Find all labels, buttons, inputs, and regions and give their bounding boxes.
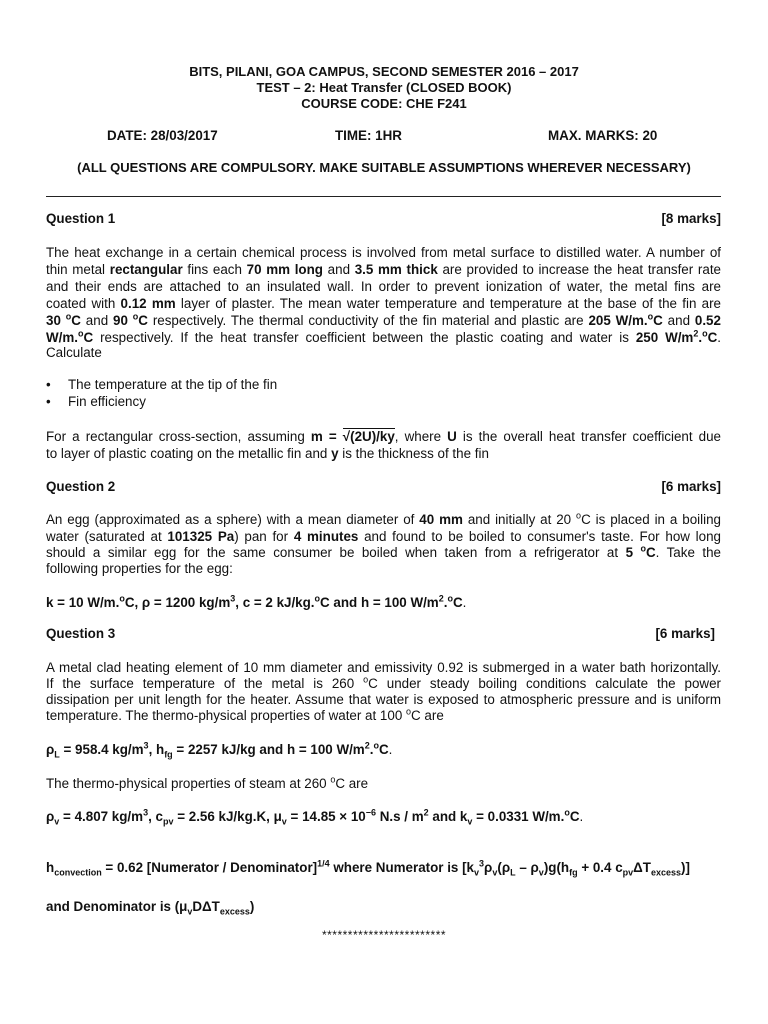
institution-line: BITS, PILANI, GOA CAMPUS, SECOND SEMESTER 2016 – 2017	[189, 64, 579, 79]
question-1-bullet: • The temperature at the tip of the fin	[46, 377, 278, 392]
exam-time: TIME: 1HR	[335, 128, 402, 143]
steam-properties: $\rho_v = 4.807$ $kg/m^3$, $c_{pv} = 2.56$ kJ/kg.K, $\mu_v = 14.85 \times 10^{-6}$ $N.s / m^2$ and $k_v = 0.0331$ W/m.$^o$C.	[46, 807, 584, 827]
convection-formula: $h_{convection} = 0.62$ [Numerator / Denominator]$^{1/4}$ where Numerator is [$k_v^3\rho_v(\rho_L - \rho_v)g(h_{fg} + 0.4$ $c_{pv}\Delta T_{excess}$)]	[46, 858, 690, 878]
water-properties: $\rho_L = 958.4$ $kg/m^3$, $h_{fg} = 2257$ kJ/kg and h = 100 $W/m^2.^oC$.	[46, 740, 393, 760]
question-2-title: Question 2	[46, 479, 116, 494]
divider	[46, 196, 721, 197]
test-title: TEST – 2: Heat Transfer (CLOSED BOOK)	[256, 80, 512, 95]
steam-intro: The thermo-physical properties of steam at 260 $^o$C are	[46, 774, 369, 791]
instructions: (ALL QUESTIONS ARE COMPULSORY. MAKE SUITABLE ASSUMPTIONS WHEREVER NECESSARY)	[77, 160, 691, 175]
question-3-marks: [6 marks]	[655, 626, 715, 641]
question-2-marks: [6 marks]	[661, 479, 721, 494]
denominator-formula: and Denominator is $(\mu_vD\Delta T_{excess})$	[46, 899, 255, 917]
exam-date: DATE: 28/03/2017	[107, 128, 218, 143]
question-2-heading	[46, 479, 721, 494]
course-code: COURSE CODE: CHE F241	[301, 96, 467, 111]
question-1-marks: [8 marks]	[661, 211, 721, 226]
egg-properties: k = 10 W/m.$^o$C, ρ = 1200 $kg/m^3$, c = 2 kJ/kg.$^o$C and h = 100 $W/m^2.^oC$.	[46, 593, 467, 610]
question-3-heading	[46, 626, 715, 641]
exam-page: BITS, PILANI, GOA CAMPUS, SECOND SEMESTER 2016 – 2017 TEST – 2: Heat Transfer (CLOSED BOOK) COURSE CODE: CHE F241 DATE: 28/03/2017 TIME: 1HR MAX. MARKS: 20 (ALL QUESTIONS ARE COMPULSORY. MAKE SUITABLE ASSUMPTIONS WHEREVER NECESSARY) Question 1 [8 marks] The heat exchange in a certain chemical process is involved from metal surface to distilled water. A number of thin metal rectangular fins each 70 mm long and 3.5 mm thick are provided to increase the heat transfer rate and their ends are attached to an insulated wall. In order to prevent ionization of water, the metal fins are coated with 0.12 mm layer of plaster. The mean water temperature and temperature at the base of the fin are 30 $^o$C and 90 $^o$C respectively. The thermal conductivity of the fin material and plastic are 205 W/m.$^o$C and 0.52 W/m.$^o$C respectively. If the heat transfer coefficient between the plastic coating and water is 250 $W/m^2.^oC$. Calculate • The temperature at the tip of the fin • Fin efficiency For a rectangular cross-section, assuming m = √(2U)/ky, where U is the overall heat transfer coefficient due to layer of plastic coating on the metallic fin and y is the thickness of the fin Question 2 [6 marks] An egg (approximated as a sphere) with a mean diameter of 40 mm and initially at 20 $^o$C is placed in a boiling water (saturated at 101325 Pa) pan for 4 minutes and found to be boiled to consumer's taste. For how long should a similar egg for the same consumer be boiled when taken from a refrigerator at 5 $^o$C. Take the following properties for the egg: k = 10 W/m.$^o$C, ρ = 1200 $kg/m^3$, c = 2 kJ/kg.$^o$C and h = 100 $W/m^2.^oC$. Question 3 [6 marks] A metal clad heating element of 10 mm diameter and emissivity 0.92 is submerged in a water bath horizontally. If the surface temperature of the metal is 260 $^o$C under steady boiling conditions calculate the power dissipation per unit length for the heater. Assume that water is exposed to atmospheric pressure and is uniform temperature. The thermo-physical properties of water at 100 $^o$C are $\rho_L = 958.4$ $kg/m^3$, $h_{fg} = 2257$ kJ/kg and h = 100 $W/m^2.^oC$. The thermo-physical properties of steam at 260 $^o$C are $\rho_v = 4.807$ $kg/m^3$, $c_{pv} = 2.56$ kJ/kg.K, $\mu_v = 14.85 \times 10^{-6}$ $N.s / m^2$ and $k_v = 0.0331$ W/m.$^o$C. $h_{convection} = 0.62$ [Numerator / Denominator]$^{1/4}$ where Numerator is [$k_v^3\rho_v(\rho_L - \rho_v)g(h_{fg} + 0.4$ $c_{pv}\Delta T_{excess}$)] and Denominator is $(\mu_vD\Delta T_{excess})$ ************************	[0, 0, 768, 1024]
question-1-title: Question 1	[46, 211, 116, 226]
question-3-title: Question 3	[46, 626, 116, 641]
question-1-heading	[46, 211, 721, 226]
question-1-bullet: • Fin efficiency	[46, 394, 146, 409]
end-marker: ************************	[321, 928, 447, 942]
max-marks: MAX. MARKS: 20	[548, 128, 658, 143]
